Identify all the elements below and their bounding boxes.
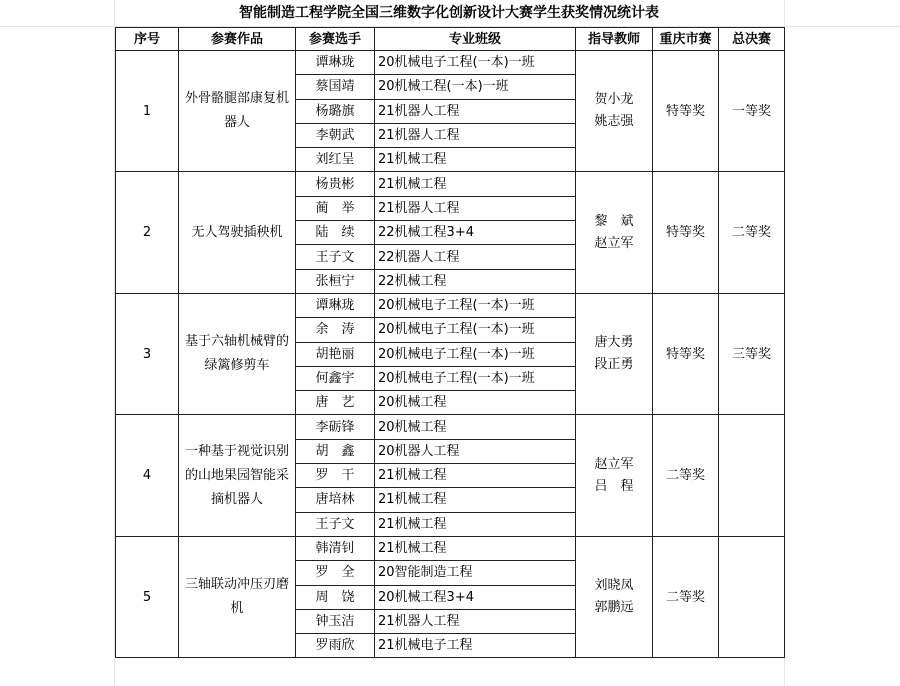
chongqing-award-cell[interactable]: 特等奖 — [653, 51, 719, 172]
student-name-cell[interactable]: 罗雨欣 — [296, 634, 375, 658]
student-class-cell[interactable]: 21机械工程 — [375, 536, 576, 560]
table-row — [116, 536, 785, 560]
final-award-cell[interactable]: 二等奖 — [719, 172, 785, 293]
header-no[interactable]: 序号 — [116, 28, 179, 51]
chongqing-award-cell[interactable]: 二等奖 — [653, 415, 719, 536]
work-title-cell[interactable]: 外骨骼腿部康复机器人 — [179, 51, 296, 172]
student-class-cell[interactable]: 21机器人工程 — [375, 123, 576, 147]
header-chongqing[interactable]: 重庆市赛 — [653, 28, 719, 51]
student-class-cell[interactable]: 21机械工程 — [375, 488, 576, 512]
student-class-cell[interactable]: 22机械工程 — [375, 269, 576, 293]
header-class[interactable]: 专业班级 — [375, 28, 576, 51]
student-class-cell[interactable]: 21机器人工程 — [375, 196, 576, 220]
student-class-cell[interactable]: 20机械电子工程(一本)一班 — [375, 366, 576, 390]
table-row — [116, 293, 785, 317]
student-name-cell[interactable]: 唐 艺 — [296, 391, 375, 415]
student-name-cell[interactable]: 陆 续 — [296, 221, 375, 245]
entry-no-cell[interactable]: 1 — [116, 51, 179, 172]
student-name-cell[interactable]: 杨璐旗 — [296, 99, 375, 123]
student-class-cell[interactable]: 20机械电子工程(一本)一班 — [375, 318, 576, 342]
student-class-cell[interactable]: 21机器人工程 — [375, 609, 576, 633]
work-title-cell[interactable]: 无人驾驶插秧机 — [179, 172, 296, 293]
student-name-cell[interactable]: 蔡国靖 — [296, 75, 375, 99]
entry-no-cell[interactable]: 5 — [116, 536, 179, 657]
advisor-name: 唐大勇 — [594, 335, 634, 351]
student-name-cell[interactable]: 刘红呈 — [296, 148, 375, 172]
advisor-name: 段正勇 — [594, 357, 634, 373]
student-name-cell[interactable]: 余 涛 — [296, 318, 375, 342]
student-name-cell[interactable]: 罗 全 — [296, 561, 375, 585]
student-class-cell[interactable]: 21机械工程 — [375, 464, 576, 488]
table-row — [116, 172, 785, 196]
entry-no-cell[interactable]: 2 — [116, 172, 179, 293]
student-class-cell[interactable]: 20机器人工程 — [375, 439, 576, 463]
student-name-cell[interactable]: 唐培林 — [296, 488, 375, 512]
work-title-cell[interactable]: 三轴联动冲压刃磨机 — [179, 536, 296, 657]
student-name-cell[interactable]: 韩清钊 — [296, 536, 375, 560]
student-class-cell[interactable]: 22机器人工程 — [375, 245, 576, 269]
student-name-cell[interactable]: 杨贵彬 — [296, 172, 375, 196]
student-name-cell[interactable]: 胡 鑫 — [296, 439, 375, 463]
advisor-name: 赵立军 — [594, 456, 634, 472]
advisor-name: 姚志强 — [594, 114, 634, 130]
advisor-cell[interactable] — [576, 51, 653, 172]
final-award-cell[interactable] — [719, 536, 785, 657]
student-class-cell[interactable]: 21机械工程 — [375, 172, 576, 196]
advisor-cell[interactable] — [576, 293, 653, 414]
student-name-cell[interactable]: 蔺 举 — [296, 196, 375, 220]
advisor-name: 吕 程 — [594, 478, 634, 494]
student-class-cell[interactable]: 21机器人工程 — [375, 99, 576, 123]
advisor-name: 黎 斌 — [594, 213, 634, 229]
student-class-cell[interactable]: 20机械工程 — [375, 391, 576, 415]
student-class-cell[interactable]: 20机械电子工程(一本)一班 — [375, 342, 576, 366]
work-title-cell[interactable]: 基于六轴机械臂的绿篱修剪车 — [179, 293, 296, 414]
header-work[interactable]: 参赛作品 — [179, 28, 296, 51]
advisor-cell[interactable] — [576, 415, 653, 536]
final-award-cell[interactable]: 一等奖 — [719, 51, 785, 172]
header-advisor[interactable]: 指导教师 — [576, 28, 653, 51]
header-final[interactable]: 总决赛 — [719, 28, 785, 51]
advisor-name: 刘晓凤 — [594, 578, 634, 594]
header-student[interactable]: 参赛选手 — [296, 28, 375, 51]
student-name-cell[interactable]: 李朝武 — [296, 123, 375, 147]
student-class-cell[interactable]: 20机械工程 — [375, 415, 576, 439]
table-row — [116, 415, 785, 439]
student-name-cell[interactable]: 何鑫宇 — [296, 366, 375, 390]
entry-no-cell[interactable]: 4 — [116, 415, 179, 536]
award-table — [115, 27, 785, 658]
student-name-cell[interactable]: 李砺锋 — [296, 415, 375, 439]
student-class-cell[interactable]: 20智能制造工程 — [375, 561, 576, 585]
student-name-cell[interactable]: 王子文 — [296, 245, 375, 269]
student-class-cell[interactable]: 21机械工程 — [375, 512, 576, 536]
student-class-cell[interactable]: 20机械工程(一本)一班 — [375, 75, 576, 99]
student-class-cell[interactable]: 20机械电子工程(一本)一班 — [375, 51, 576, 75]
entry-no-cell[interactable]: 3 — [116, 293, 179, 414]
header-row — [116, 28, 785, 51]
student-name-cell[interactable]: 张桓宁 — [296, 269, 375, 293]
sheet-title: 智能制造工程学院全国三维数字化创新设计大赛学生获奖情况统计表 — [239, 5, 659, 21]
student-name-cell[interactable]: 周 饶 — [296, 585, 375, 609]
advisor-cell[interactable] — [576, 172, 653, 293]
student-class-cell[interactable]: 21机械工程 — [375, 148, 576, 172]
student-name-cell[interactable]: 胡艳丽 — [296, 342, 375, 366]
work-title-cell[interactable]: 一种基于视觉识别的山地果园智能采摘机器人 — [179, 415, 296, 536]
student-class-cell[interactable]: 21机械电子工程 — [375, 634, 576, 658]
chongqing-award-cell[interactable]: 特等奖 — [653, 172, 719, 293]
student-class-cell[interactable]: 22机械工程3+4 — [375, 221, 576, 245]
final-award-cell[interactable] — [719, 415, 785, 536]
student-name-cell[interactable]: 谭琳珑 — [296, 51, 375, 75]
chongqing-award-cell[interactable]: 特等奖 — [653, 293, 719, 414]
chongqing-award-cell[interactable]: 二等奖 — [653, 536, 719, 657]
table-row — [116, 51, 785, 75]
final-award-cell[interactable]: 三等奖 — [719, 293, 785, 414]
advisor-cell[interactable] — [576, 536, 653, 657]
student-name-cell[interactable]: 钟玉洁 — [296, 609, 375, 633]
student-name-cell[interactable]: 王子文 — [296, 512, 375, 536]
student-name-cell[interactable]: 谭琳珑 — [296, 293, 375, 317]
student-class-cell[interactable]: 20机械电子工程(一本)一班 — [375, 293, 576, 317]
advisor-name: 赵立军 — [594, 235, 634, 251]
advisor-name: 郭鹏远 — [594, 600, 634, 616]
student-name-cell[interactable]: 罗 干 — [296, 464, 375, 488]
student-class-cell[interactable]: 20机械工程3+4 — [375, 585, 576, 609]
advisor-name: 贺小龙 — [594, 92, 634, 108]
